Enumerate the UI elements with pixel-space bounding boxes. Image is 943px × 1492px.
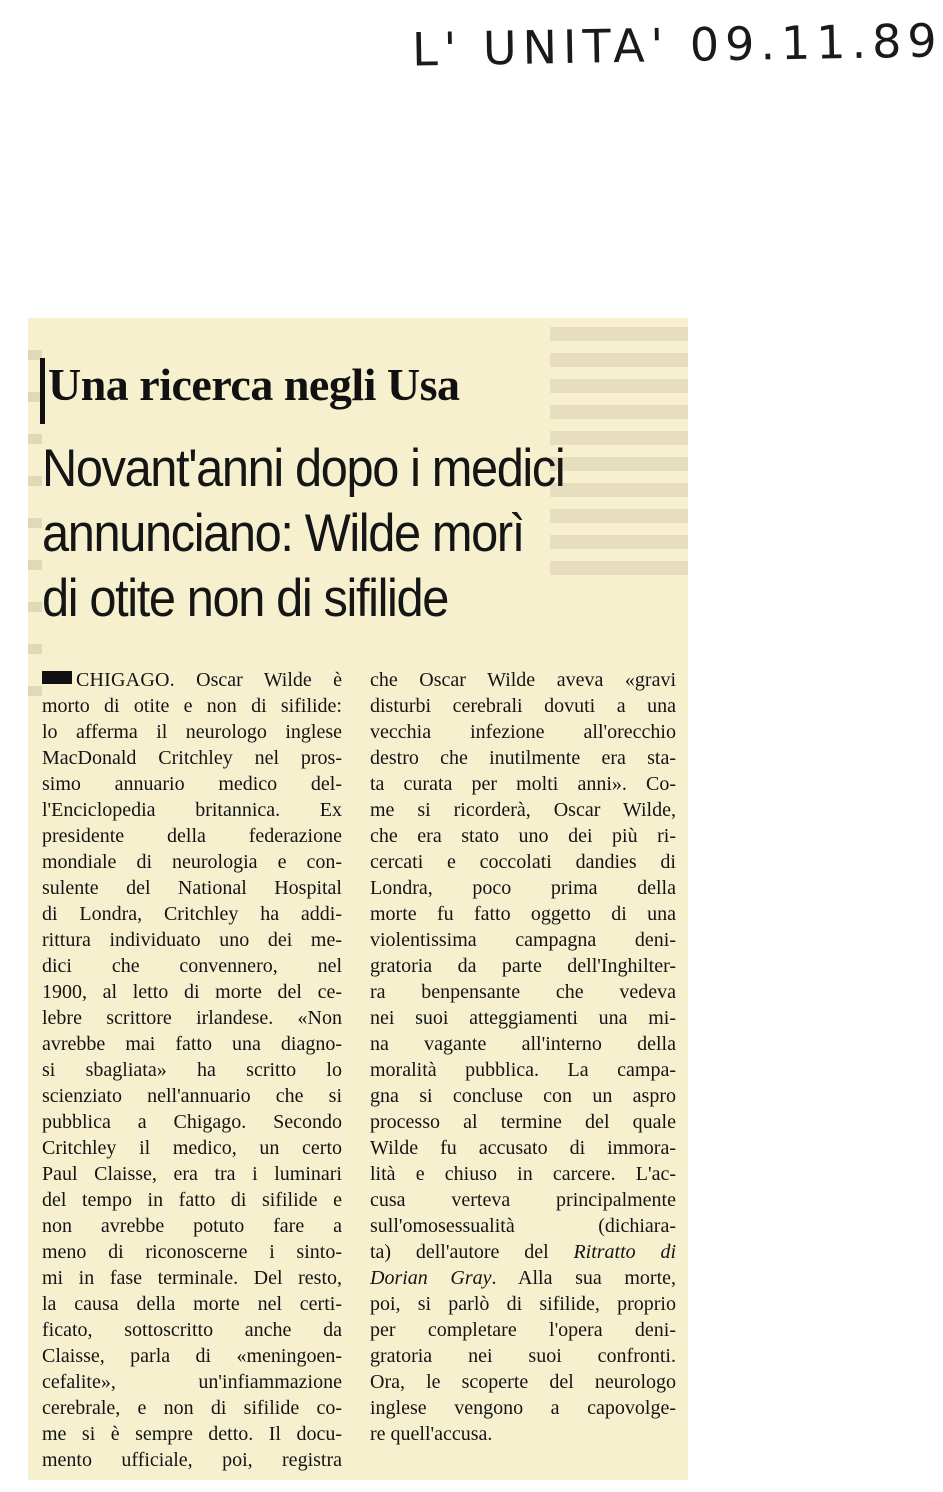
article-line: lità e chiuso in carcere. L'ac- [370, 1163, 676, 1185]
article-line: che Oscar Wilde aveva «gravi [370, 669, 676, 691]
article-line: presidente della federazione [42, 825, 342, 847]
article-line: la causa della morte nel certi- [42, 1293, 342, 1315]
headline-line: di otite non di sifilide [42, 569, 448, 628]
article-line: cefalite», un'infiammazione [42, 1371, 342, 1393]
article-line: moralità pubblica. La campa- [370, 1059, 676, 1081]
article-line: me si ricorderà, Oscar Wilde, [370, 799, 676, 821]
headline-line: Novant'anni dopo i medici [42, 439, 565, 498]
article-line: per completare l'opera deni- [370, 1319, 676, 1341]
article-line: 1900, al letto di morte del ce- [42, 981, 342, 1003]
article-line: mi in fase terminale. Del resto, [42, 1267, 342, 1289]
kicker: Una ricerca negli Usa [48, 359, 460, 410]
right-column-lines-end [370, 1291, 676, 1447]
article-line: Paul Claisse, era tra i luminari [42, 1163, 342, 1185]
article-line: morte fu fatto oggetto di una [370, 903, 676, 925]
article-line: cusa verteva principalmente [370, 1189, 676, 1211]
article-line: gratoria nei suoi confronti. [370, 1345, 676, 1367]
article-line: scienziato nell'annuario che si [42, 1085, 342, 1107]
article-line: gna si concluse con un aspro [370, 1085, 676, 1107]
article-column-right [370, 667, 676, 1447]
article-line: destro che inutilmente era sta- [370, 747, 676, 769]
article-line: Londra, poco prima della [370, 877, 676, 899]
book-title-line [370, 1239, 676, 1265]
article-line: violentissima campagna deni- [370, 929, 676, 951]
article-line: pubblica a Chigago. Secondo [42, 1111, 342, 1133]
article-line: sull'omosessualità (dichiara- [370, 1215, 676, 1237]
article-line: Critchley il medico, un certo [42, 1137, 342, 1159]
article-line: che era stato uno dei più ri- [370, 825, 676, 847]
article-line: re quell'accusa. [370, 1423, 493, 1445]
article-line: ficato, sottoscritto anche da [42, 1319, 342, 1341]
article-column-left [42, 667, 342, 1473]
right-column-lines [370, 667, 676, 1239]
article-line: ra benpensante che vedeva [370, 981, 676, 1003]
article-line: vecchia infezione all'orecchio [370, 721, 676, 743]
article-line: si sbagliata» ha scritto lo [42, 1059, 342, 1081]
article-line: processo al termine del quale [370, 1111, 676, 1133]
article-line: Wilde fu accusato di immora- [370, 1137, 676, 1159]
article-line: dici che convennero, nel [42, 955, 342, 977]
article-line: morto di otite e non di sifilide: [42, 695, 342, 717]
article-line: me si è sempre detto. Il docu- [42, 1423, 342, 1445]
book-title-part: Dorian Gray [370, 1267, 492, 1289]
kicker-rule [40, 358, 45, 424]
book-title-line-2 [370, 1265, 676, 1291]
headline [42, 436, 631, 631]
headline-line: annunciano: Wilde morì [42, 504, 524, 563]
article-line: cerebrale, e non di sifilide co- [42, 1397, 342, 1419]
article-line: sulente del National Hospital [42, 877, 342, 899]
title-line-suffix: . Alla sua morte, [491, 1267, 677, 1289]
newspaper-clipping [28, 318, 688, 1480]
article-line: Claisse, parla di «meningoen- [42, 1345, 342, 1367]
article-line: disturbi cerebrali dovuti a una [370, 695, 676, 717]
book-title-part: Ritratto di [573, 1241, 676, 1263]
first-line-text: Oscar Wilde è [196, 669, 342, 691]
article-line: poi, si parlò di sifilide, proprio [370, 1293, 676, 1315]
article-line: simo annuario medico del- [42, 773, 342, 795]
bleed-through-left-edge [28, 318, 42, 1480]
dateline-marker [42, 671, 72, 684]
article-line: avrebbe mai fatto una diagno- [42, 1033, 342, 1055]
article-line: l'Enciclopedia britannica. Ex [42, 799, 342, 821]
article-line: gratoria da parte dell'Inghilter- [370, 955, 676, 977]
dateline: CHIGAGO. [76, 669, 175, 691]
article-line: nei suoi atteggiamenti una mi- [370, 1007, 676, 1029]
article-line: mento ufficiale, poi, registra [42, 1449, 342, 1471]
article-line: del tempo in fatto di sifilide e [42, 1189, 342, 1211]
article-line: rittura individuato uno dei me- [42, 929, 342, 951]
article-line: ta curata per molti anni». Co- [370, 773, 676, 795]
article-line: lo afferma il neurologo inglese [42, 721, 342, 743]
title-line-prefix: ta) dell'autore del [370, 1241, 549, 1263]
handwritten-source-note: L' UNITA' 09.11.89 [411, 13, 943, 77]
article-line: lebre scrittore irlandese. «Non [42, 1007, 342, 1029]
article-line: MacDonald Critchley nel pros- [42, 747, 342, 769]
article-line: na vagante all'interno della [370, 1033, 676, 1055]
article-line: meno di riconoscerne i sinto- [42, 1241, 342, 1263]
article-line: mondiale di neurologia e con- [42, 851, 342, 873]
left-column-lines [42, 693, 342, 1473]
article-first-line [42, 667, 342, 693]
article-line: inglese vengono a capovolge- [370, 1397, 676, 1419]
article-line: Ora, le scoperte del neurologo [370, 1371, 676, 1393]
article-line: cercati e coccolati dandies di [370, 851, 676, 873]
article-line: di Londra, Critchley ha addi- [42, 903, 342, 925]
article-line: non avrebbe potuto fare a [42, 1215, 342, 1237]
